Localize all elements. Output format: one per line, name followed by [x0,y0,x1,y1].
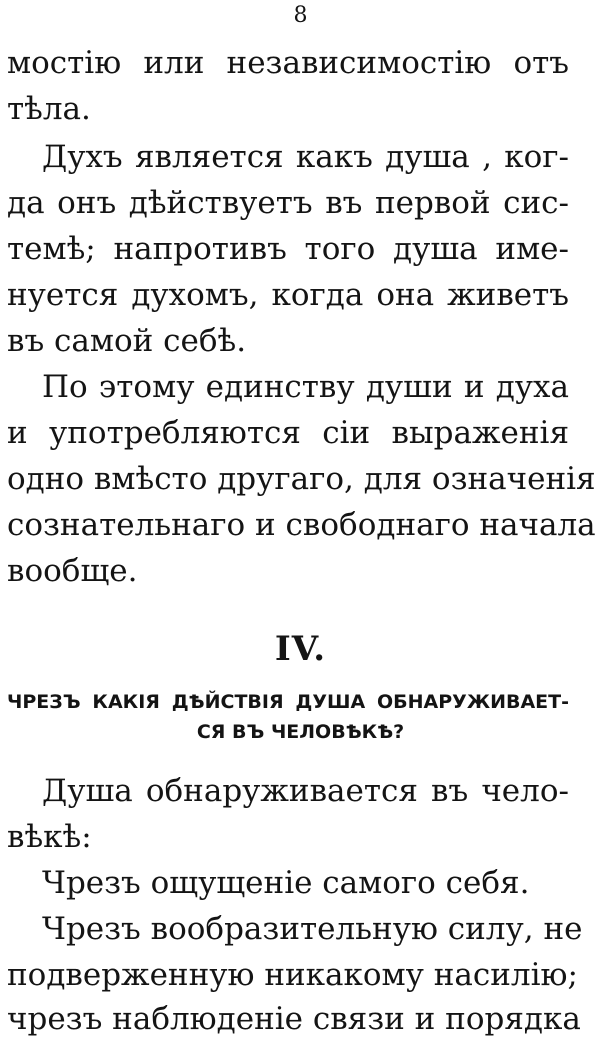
text-line: подверженную никакому насилію; [7,957,578,993]
text-line: чрезъ наблюденіе связи и порядка [7,1001,581,1037]
text-line: Чрезъ ощущеніе самого себя. [42,865,530,901]
text-line: Чрезъ вообразительную силу, не [42,911,583,947]
page-number: 8 [293,3,308,28]
text-line: сознательнаго и свободнаго начала [7,507,596,543]
section-heading-line: СЯ ВЪ ЧЕЛОВѢКѢ? [196,721,405,743]
section-number: IV. [274,629,327,669]
text-line: нуется духомъ, когда она живетъ [7,277,569,313]
text-line: темѣ; напротивъ того душа име- [7,231,569,267]
text-line: По этому единству души и духа [42,369,569,405]
text-line: вообще. [7,553,138,589]
text-line: тѣла. [7,91,91,127]
text-line: въ самой себѣ. [7,323,247,359]
text-line: Душа обнаруживается въ чело- [42,773,569,809]
text-line: да онъ дѣйствуетъ въ первой сис- [7,185,569,221]
text-line: Духъ является какъ душа , ког- [42,139,569,175]
text-line: одно вмѣсто другаго, для означенія [7,461,596,497]
text-line: мостію или независимостію отъ [7,45,569,81]
text-line: вѣкѣ: [7,819,92,855]
section-heading-line: ЧРЕЗЪ КАКІЯ ДѢЙСТВІЯ ДУША ОБНАРУЖИВАЕТ- [7,691,569,713]
text-line: и употребляются сіи выраженія [7,415,569,451]
